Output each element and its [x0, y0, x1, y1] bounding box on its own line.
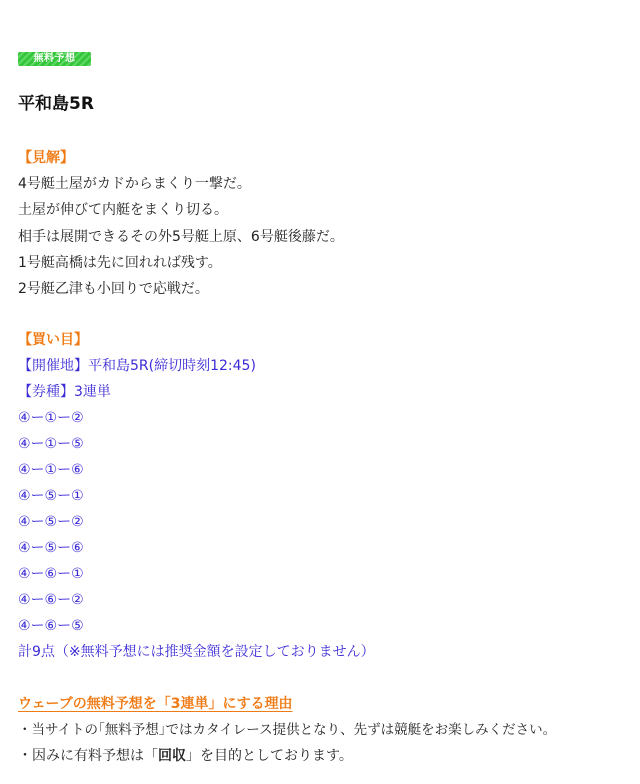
view-line: 2号艇乙津も小回りで応戦だ。 [18, 281, 209, 297]
bet-combination: ④ー⑤ー⑥ [18, 540, 84, 556]
bet-combination: ④ー⑥ー① [18, 566, 84, 582]
reason-line-emphasis: 回収 [158, 748, 186, 764]
reason-line: ・当サイトの｢無料予想｣ではカタイレース提供となり、先ずは競艇をお楽しみください。 [18, 722, 557, 738]
reason-line-suffix: 」を目的としております。 [186, 748, 353, 764]
reason-line [18, 746, 353, 766]
bet-heading: 【買い目】 [18, 332, 88, 348]
bet-combination: ④ー⑥ー⑤ [18, 618, 84, 634]
ticket-type: 【券種】3連単 [18, 384, 111, 400]
reason-heading-link[interactable]: ウェーブの無料予想を「3連単」にする理由 [18, 696, 293, 712]
bet-combination: ④ー①ー⑥ [18, 462, 84, 478]
bet-combination: ④ー⑤ー② [18, 514, 84, 530]
view-line: 4号艇土屋がカドからまくり一撃だ。 [18, 176, 251, 192]
reason-line-prefix: ・因みに有料予想は「 [18, 748, 158, 764]
bet-combination: ④ー①ー⑤ [18, 436, 84, 452]
view-line: 相手は展開できるその外5号艇上原、6号艇後藤だ。 [18, 229, 344, 245]
view-line: 土屋が伸びて内艇をまくり切る。 [18, 202, 228, 218]
bet-combination: ④ー⑥ー② [18, 592, 84, 608]
venue-info: 【開催地】平和島5R(締切時刻12:45) [18, 358, 256, 374]
bet-combination: ④ー⑤ー① [18, 488, 84, 504]
view-line: 1号艇高橋は先に回れれば残す。 [18, 255, 222, 271]
view-heading: 【見解】 [18, 150, 74, 166]
free-prediction-badge: 無料予想 [18, 52, 91, 66]
bet-combination: ④ー①ー② [18, 410, 84, 426]
bet-total: 計9点（※無料予想には推奨金額を設定しておりません） [18, 644, 375, 660]
race-title: 平和島5R [18, 94, 94, 114]
